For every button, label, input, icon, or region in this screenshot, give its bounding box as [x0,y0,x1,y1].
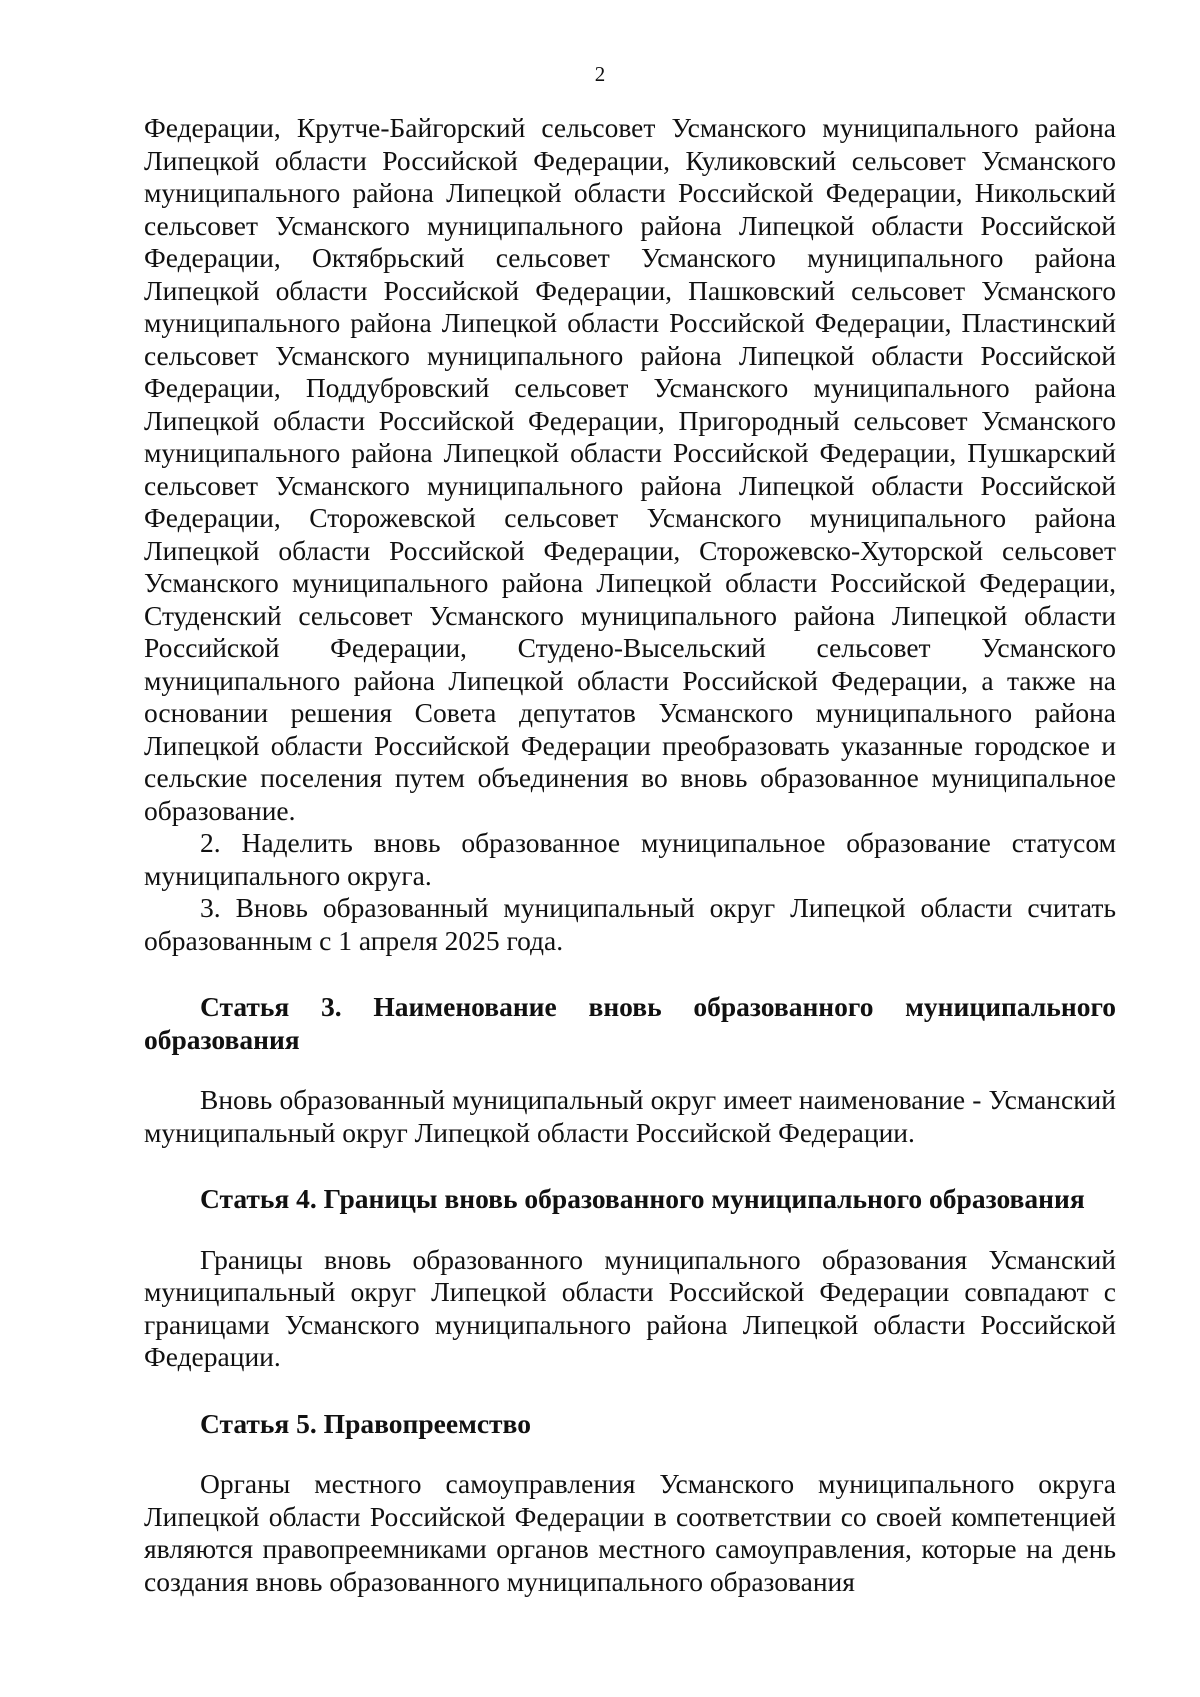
continuation-paragraph: Федерации, Крутче-Байгорский сельсовет Усманского муниципального района Липецкой области Российской Федерации, Куликовский сельсовет Усманского муниципального района Липецкой области Российской Федерации, Никольский сельсовет Усманского муниципального района Липецкой области Российской Федерации, Октябрьский сельсовет Усманского муниципального района Липецкой области Российской Федерации, Пашковский сельсовет Усманского муниципального района Липецкой области Российской Федерации, Пластинский сельсовет Усманского муниципального района Липецкой области Российской Федерации, Поддубровский сельсовет Усманского муниципального района Липецкой области Российской Федерации, Пригородный сельсовет Усманского муниципального района Липецкой области Российской Федерации, Пушкарский сельсовет Усманского муниципального района Липецкой области Российской Федерации, Сторожевской сельсовет Усманского муниципального района Липецкой области Российской Федерации, Сторожевско-Хуторской сельсовет Усманского муниципального района Липецкой области Российской Федерации, Студенский сельсовет Усманского муниципального района Липецкой области Российской Федерации, Студено-Высельский сельсовет Усманского муниципального района Липецкой области Российской Федерации, а также на основании решения Совета депутатов Усманского муниципального района Липецкой области Российской Федерации преобразовать указанные городское и сельские поселения путем объединения во вновь образованное муниципальное образование. [144,112,1116,826]
spacer [144,1216,1116,1244]
article-5-heading: Статья 5. Правопреемство [200,1407,531,1439]
article-3-body: Вновь образованный муниципальный округ имеет наименование - Усманский муниципальный округ Липецкой области Российской Федерации. [144,1084,1116,1148]
spacer [144,1056,1116,1084]
article-3-heading: Статья 3. Наименование вновь образованного муниципального образования [144,991,1116,1055]
document-body [144,112,1116,1598]
article-4-body: Границы вновь образованного муниципального образования Усманский муниципальный округ Липецкой области Российской Федерации совпадают с границами Усманского муниципального района Липецкой области Российской Федерации. [144,1243,1116,1372]
article-5-body: Органы местного самоуправления Усманского муниципального округа Липецкой области Российской Федерации в соответствии со своей компетенцией являются правопреемниками органов местного самоуправления, которые на день создания вновь образованного муниципального образования [144,1468,1116,1597]
item-3-paragraph: 3. Вновь образованный муниципальный округ Липецкой области считать образованным с 1 апреля 2025 года. [144,892,1116,956]
spacer [144,1374,1116,1408]
spacer [144,1440,1116,1468]
item-2-paragraph: 2. Наделить вновь образованное муниципальное образование статусом муниципального округа. [144,827,1116,891]
article-4-heading: Статья 4. Границы вновь образованного муниципального образования [200,1183,1085,1214]
spacer [144,957,1116,991]
spacer [144,1149,1116,1183]
page-number: 2 [594,62,606,86]
